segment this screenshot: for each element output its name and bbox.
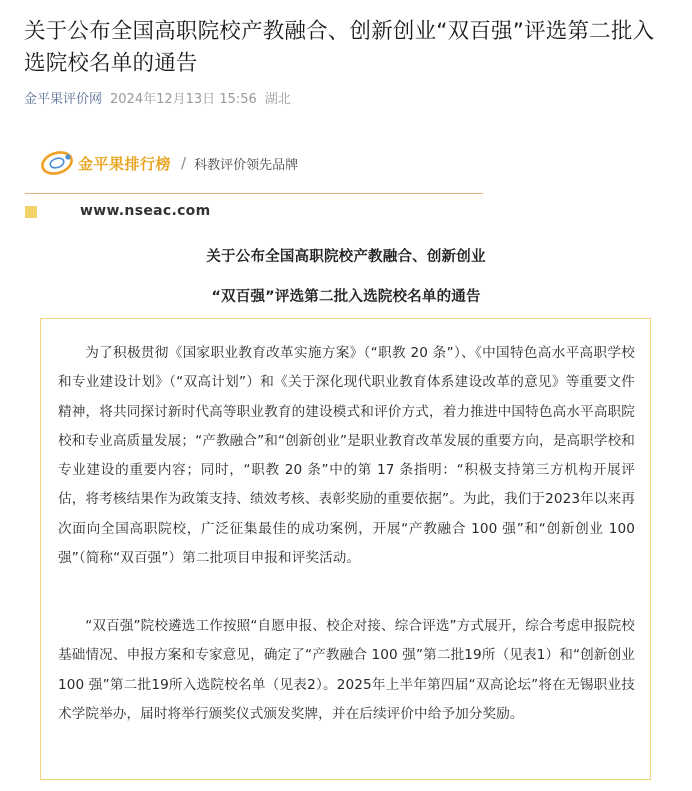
notice-paragraph-1: 为了积极贯彻《国家职业教育改革实施方案》（“职教 20 条”）、《中国特色高水平高职学校和专业建设计划》（“双高计划”）和《关于深化现代职业教育体系建设改革的意见》等重要文件精神，将共同探讨新时代高等职业教育的建设模式和评价方式，着力推进中国特色高水平高职院校和专业高质量发展；“产教融合”和“创新创业”是职业教育改革发展的重要方向，是高职学校和专业建设的重要内容；同时，“职教 20 条”中的第 17 条指明：“积极支持第三方机构开展评估，将考核结果作为政策支持、绩效考核、表彰奖励的重要依据”。为此，我们于2023年以来再次面向全国高职院校，广泛征集最佳的成功案例，开展“产教融合 100 强”和“创新创业 100 强”（简称“双百强”）第二批项目申报和评奖活动。 [58,345,635,567]
brand-divider [25,193,483,194]
yellow-square-icon [25,206,37,218]
article-datetime: 2024年12月13日 15:56 [110,92,257,107]
brand-logo-icon [38,148,76,178]
site-url: www.nseac.com [80,203,211,219]
brand-separator: / [181,154,187,172]
notice-title-line1: 关于公布全国高职院校产教融合、创新创业 [206,249,486,265]
notice-title-line2: “双百强”评选第二批入选院校名单的通告 [211,289,481,305]
notice-paragraph-2: “双百强”院校遴选工作按照“自愿申报、校企对接、综合评选”方式展开，综合考虑申报院校基础情况、申报方案和专家意见，确定了“产教融合 100 强”第二批19所（见表1）和“创新创业 100 强”第二批19所入选院校名单（见表2）。2025年上半年第四届“双高论坛”将在无锡职业技术学院举办，届时将举行颁奖仪式颁发奖牌，并在后续评价中给予加分奖励。 [58,618,635,722]
brand-slogan: 科教评价领先品牌 [194,157,299,173]
brand-header [38,148,298,178]
article-source-link[interactable]: 金平果评价网 [24,92,103,107]
article-title: 关于公布全国高职院校产教融合、创新创业“双百强”评选第二批入选院校名单的通告 [24,19,655,76]
brand-name: 金平果排行榜 [78,154,172,173]
article-location: 湖北 [264,92,291,107]
article-meta [24,88,291,107]
